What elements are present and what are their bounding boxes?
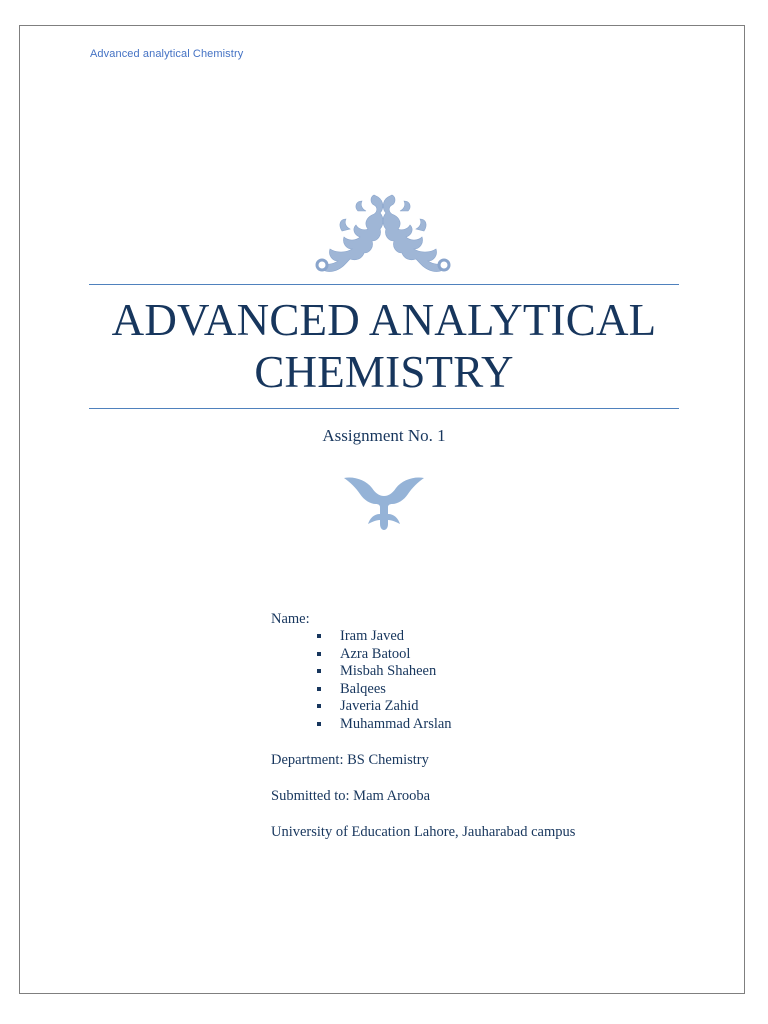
leaf-sprout-ornament-icon [342, 474, 426, 530]
square-bullet-icon [317, 669, 321, 673]
title-line-2: CHEMISTRY [254, 347, 514, 397]
square-bullet-icon [317, 652, 321, 656]
list-item: Azra Batool [317, 646, 575, 664]
department-line: Department: BS Chemistry [271, 751, 429, 768]
list-item: Iram Javed [317, 628, 575, 646]
square-bullet-icon [317, 634, 321, 638]
document-title [60, 294, 708, 398]
page-header: Advanced analytical Chemistry [90, 48, 244, 60]
floral-scroll-ornament-icon [312, 191, 454, 273]
submitted-to-line: Submitted to: Mam Arooba [271, 787, 431, 804]
square-bullet-icon [317, 704, 321, 708]
submission-details [271, 610, 575, 841]
title-bottom-rule [89, 408, 679, 409]
square-bullet-icon [317, 722, 321, 726]
document-page [19, 25, 745, 994]
list-item: Misbah Shaheen [317, 663, 575, 681]
name-label: Name: [271, 611, 310, 627]
title-line-1: ADVANCED ANALYTICAL [111, 295, 657, 345]
list-item: Muhammad Arslan [317, 716, 575, 734]
university-line: University of Education Lahore, Jauharabad campus [271, 823, 576, 840]
assignment-subtitle: Assignment No. 1 [322, 426, 446, 445]
square-bullet-icon [317, 687, 321, 691]
title-top-rule [89, 284, 679, 285]
list-item: Balqees [317, 681, 575, 699]
member-list [271, 628, 575, 734]
list-item: Javeria Zahid [317, 698, 575, 716]
